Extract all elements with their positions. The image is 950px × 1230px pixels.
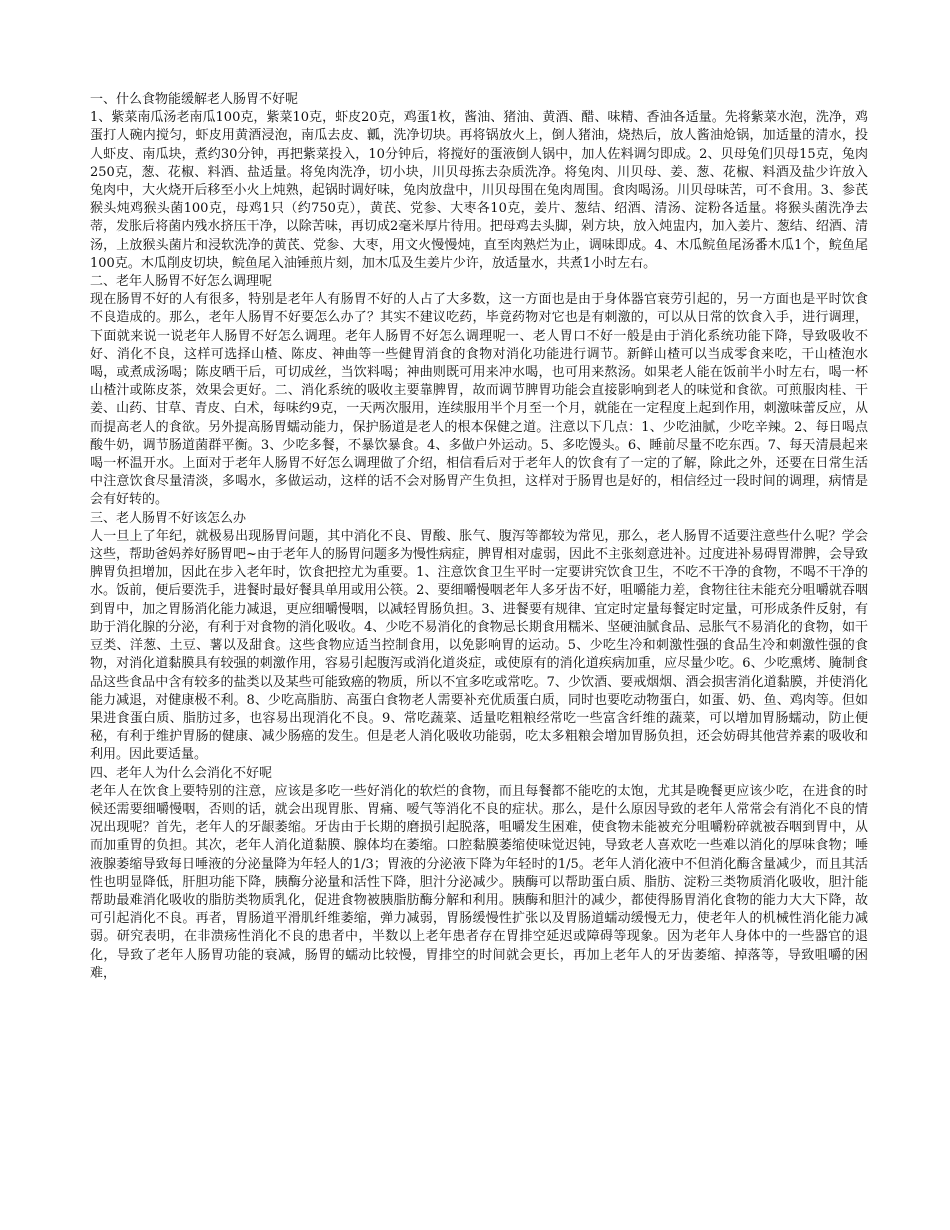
section-3 bbox=[90, 510, 868, 765]
section-2 bbox=[90, 273, 868, 510]
section-heading: 四、老年人为什么会消化不好呢 bbox=[90, 765, 273, 781]
section-body: 现在肠胃不好的人有很多，特别是老年人有肠胃不好的人占了大多数，这一方面也是由于身体器官衰劳引起的，另一方面也是平时饮食不良造成的。那么，老年人肠胃不好要怎么办了？其实不建议吃药，毕竟药物对它也是有刺激的，可以从日常的饮食入手，进行调理，下面就来说一说老年人肠胃不好怎么调理。老年人肠胃不好怎么调理呢一、老人胃口不好一般是由于消化系统功能下降，导致吸收不好、消化不良，这样可选择山楂、陈皮、神曲等一些健胃消食的食物对消化功能进行调节。新鲜山楂可以当成零食来吃，干山楂泡水喝，或煮成汤喝；陈皮晒干后，可切成丝，当饮料喝；神曲则既可用来冲水喝，也可用来熬汤。如果老人能在饭前半小时左右，喝一杯山楂汁或陈皮茶，效果会更好。二、消化系统的吸收主要靠脾胃，故而调节脾胃功能会直接影响到老人的味觉和食欲。可煎服肉桂、干姜、山药、甘草、青皮、白术，每味约9克，一天两次服用，连续服用半个月至一个月，就能在一定程度上起到作用，刺激味蕾反应，从而提高老人的食欲。另外提高肠胃蠕动能力，保护肠道是老人的根本保健之道。注意以下几点：1、少吃油腻，少吃辛辣。2、每日喝点酸牛奶，调节肠道菌群平衡。3、少吃多餐，不暴饮暴食。4、多做户外运动。5、多吃馒头。6、睡前尽量不吃东西。7、每天清晨起来喝一杯温开水。上面对于老年人肠胃不好怎么调理做了介绍，相信看后对于老年人的饮食有了一定的了解，除此之外，还要在日常生活中注意饮食尽量清淡，多喝水，多做运动，这样的话不会对肠胃产生负担，这样对于肠胃也是好的，相信经过一段时间的调理，病情是会有好转的。 bbox=[90, 292, 868, 508]
section-body: 人一旦上了年纪，就极易出现肠胃问题，其中消化不良、胃酸、胀气、腹泻等都较为常见，那么，老人肠胃不适要注意些什么呢？学会这些，帮助爸妈养好肠胃吧~由于老年人的肠胃问题多为慢性病症，脾胃相对虚弱，因此不主张刻意进补。过度进补易碍胃滞脾，会导致脾胃负担增加，因此在步入老年时，饮食把控尤为重要。1、注意饮食卫生平时一定要讲究饮食卫生，不吃不干净的食物，不喝不干净的水。饭前，便后要洗手，进餐时最好餐具单用或用公筷。2、要细嚼慢咽老年人多牙齿不好，咀嚼能力差，食物往往未能充分咀嚼就吞咽到胃中，加之胃肠消化能力减退，更应细嚼慢咽，以减轻胃肠负担。3、进餐要有规律、宜定时定量每餐定时定量，可形成条件反射，有助于消化腺的分泌，有利于对食物的消化吸收。4、少吃不易消化的食物忌长期食用糯米、坚硬油腻食品、忌胀气不易消化的食物，如干豆类、洋葱、土豆、薯以及甜食。这些食物应适当控制食用，以免影响胃的运动。5、少吃生冷和刺激性强的食品生冷和刺激性强的食物，对消化道黏膜具有较强的刺激作用，容易引起腹泻或消化道炎症，或使原有的消化道疾病加重，应尽量少吃。6、少吃熏烤、腌制食品这些食品中含有较多的盐类以及某些可能致癌的物质，所以不宜多吃或常吃。7、少饮酒、要戒烟烟、酒会损害消化道黏膜，并使消化能力减退，对健康极不利。8、少吃高脂肪、高蛋白食物老人需要补充优质蛋白质，同时也要吃动物蛋白，如蛋、奶、鱼、鸡肉等。但如果进食蛋白质、脂肪过多，也容易出现消化不良。9、常吃蔬菜、适量吃粗粮经常吃一些富含纤维的蔬菜，可以增加胃肠蠕动，防止便秘，有利于维护胃肠的健康、减少肠癌的发生。但是老人消化吸收功能弱，吃太多粗粮会增加胃肠负担，还会妨碍其他营养素的吸收和利用。因此要适量。 bbox=[90, 528, 868, 763]
section-heading: 一、什么食物能缓解老人肠胃不好呢 bbox=[90, 92, 299, 107]
section-body: 1、紫菜南瓜汤老南瓜100克，紫菜10克，虾皮20克，鸡蛋1枚，酱油、猪油、黄酒、醋、味精、香油各适量。先将紫菜水泡，洗净，鸡蛋打人碗内搅匀，虾皮用黄酒浸泡，南瓜去皮、瓤，洗净切块。再将锅放火上，倒人猪油，烧热后，放人酱油炝锅，加适量的清水，投人虾皮、南瓜块，煮约30分钟，再把紫菜投入，10分钟后，将搅好的蛋液倒人锅中，加人佐料调匀即成。2、贝母兔们贝母15克，兔肉250克，葱、花椒、料酒、盐适量。将兔肉洗净，切小块，川贝母拣去杂质洗净。将兔肉、川贝母、姜、葱、花椒、料酒及盐少许放入兔肉中，大火烧开后移至小火上炖熟，起锅时调好味，兔肉放盘中，川贝母围在兔肉周围。食肉喝汤。川贝母味苦，可不食用。3、参芪猴头炖鸡猴头菌100克，母鸡1只（约750克），黄芪、党参、大枣各10克，姜片、葱结、绍酒、清汤、淀粉各适量。将猴头菌洗净去蒂，发胀后将菌内残水挤压干净，以除苦味，再切成2毫米厚片待用。把母鸡去头脚，剁方块，放入炖盅内，加入姜片、葱结、绍酒、清汤，上放猴头菌片和浸软洗净的黄芪、党参、大枣，用文火慢慢炖，直至肉熟烂为止，调味即成。4、木瓜鲩鱼尾汤番木瓜1个，鲩鱼尾100克。木瓜削皮切块，鲩鱼尾入油锤煎片刻，加木瓜及生姜片少许，放适量水，共煮1小时左右。 bbox=[90, 110, 868, 271]
section-heading: 三、老人肠胃不好该怎么办 bbox=[90, 510, 247, 526]
section-4 bbox=[90, 765, 868, 983]
section-1 bbox=[90, 91, 868, 273]
section-body: 老年人在饮食上要特别的注意，应该是多吃一些好消化的软烂的食物，而且每餐都不能吃的太饱，尤其是晚餐更应该少吃，在进食的时候还需要细嚼慢咽，否则的话，就会出现胃胀、胃痛、嗳气等消化不良的症状。那么，是什么原因导致的老年人常常会有消化不良的情况出现呢？首先，老年人的牙龈萎缩。牙齿由于长期的磨损引起脱落，咀嚼发生困难，使食物未能被充分咀嚼粉碎就被吞咽到胃中，从而加重胃的负担。其次，老年人消化道黏膜、腺体均在萎缩。口腔黏膜萎缩使味觉迟钝，导致老人喜欢吃一些难以消化的厚味食物；唾液腺萎缩导致每日唾液的分泌量降为年轻人的1/3；胃液的分泌液下降为年轻时的1/5。老年人消化液中不但消化酶含量减少，而且其活性也明显降低，肝胆功能下降，胰酶分泌量和活性下降，胆汁分泌减少。胰酶可以帮助蛋白质、脂肪、淀粉三类物质消化吸收，胆汁能帮助最难消化吸收的脂肪类物质乳化，促进食物被胰脂肪酶分解和利用。胰酶和胆汁的减少，都使得肠胃消化食物的能力大大下降，故可引起消化不良。再者，胃肠道平滑肌纤维萎缩，弹力减弱，胃肠缓慢性扩张以及胃肠道蠕动缓慢无力，使老年人的机械性消化能力减弱。研究表明，在非溃疡性消化不良的患者中，半数以上老年患者存在胃排空延迟或障碍等现象。因为老年人身体中的一些器官的退化，导致了老年人肠胃功能的衰减，肠胃的蠕动比较慢，胃排空的时间就会更长，再加上老年人的牙齿萎缩、掉落等，导致咀嚼的困难， bbox=[90, 783, 868, 981]
section-heading: 二、老年人肠胃不好怎么调理呢 bbox=[90, 274, 273, 290]
document-page bbox=[90, 91, 868, 983]
